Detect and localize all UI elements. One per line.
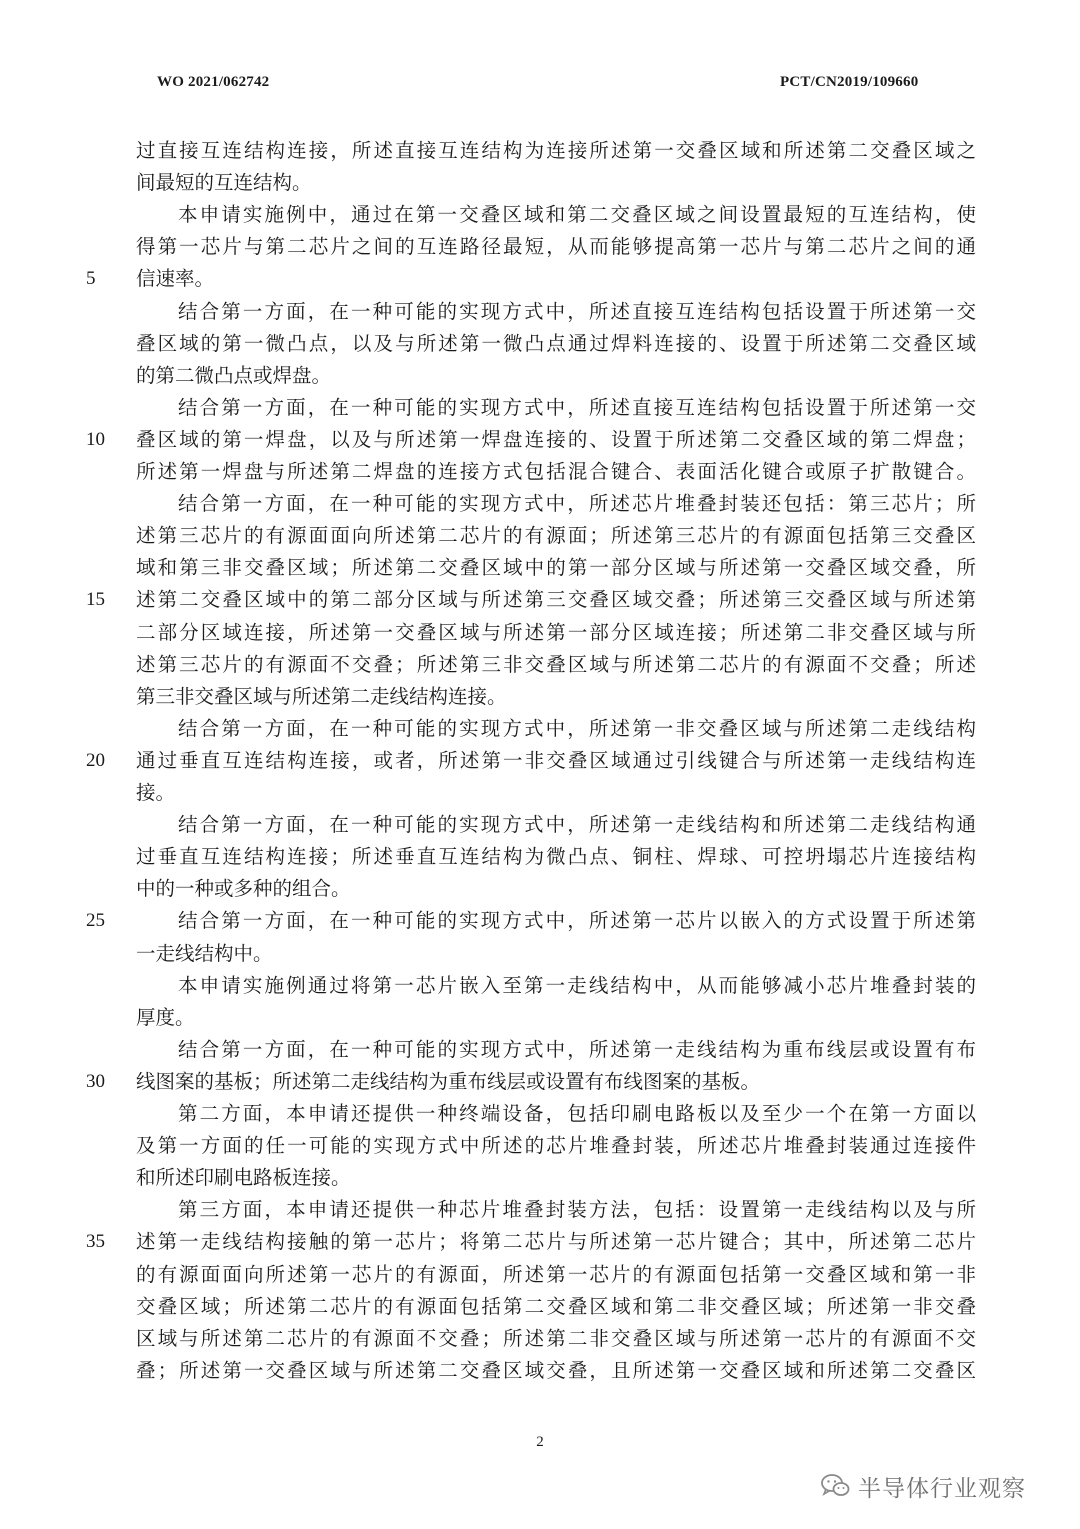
text-line: 的有源面面向所述第一芯片的有源面，所述第一芯片的有源面包括第一交叠区域和第一非 <box>136 1262 976 1286</box>
line-number: 30 <box>86 1070 105 1092</box>
text-line: 本申请实施例通过将第一芯片嵌入至第一走线结构中，从而能够减小芯片堆叠封装的 <box>178 973 976 997</box>
text-line: 交叠区域；所述第二芯片的有源面包括第二交叠区域和第二非交叠区域；所述第一非交叠 <box>136 1294 976 1318</box>
text-line: 过直接互连结构连接，所述直接互连结构为连接所述第一交叠区域和所述第二交叠区域之 <box>136 139 976 162</box>
text-line: 所述第一焊盘与所述第二焊盘的连接方式包括混合键合、表面活化键合或原子扩散键合。 <box>136 460 976 483</box>
text-line: 述第三芯片的有源面不交叠；所述第三非交叠区域与所述第二芯片的有源面不交叠；所述 <box>136 652 976 676</box>
text-line: 中的一种或多种的组合。 <box>136 877 351 901</box>
line-number: 10 <box>86 428 105 450</box>
text-line: 本申请实施例中，通过在第一交叠区域和第二交叠区域之间设置最短的互连结构，使 <box>178 203 976 227</box>
text-line: 间最短的互连结构。 <box>136 171 312 195</box>
text-line: 结合第一方面，在一种可能的实现方式中，所述直接互连结构包括设置于所述第一交 <box>178 395 976 419</box>
text-line: 述第一走线结构接触的第一芯片；将第二芯片与所述第一芯片键合；其中，所述第二芯片 <box>136 1230 976 1254</box>
text-line: 述第二交叠区域中的第二部分区域与所述第三交叠区域交叠；所述第三交叠区域与所述第 <box>136 588 976 612</box>
text-line: 结合第一方面，在一种可能的实现方式中，所述第一芯片以嵌入的方式设置于所述第 <box>178 909 976 933</box>
text-line: 第三方面，本申请还提供一种芯片堆叠封装方法，包括：设置第一走线结构以及与所 <box>178 1198 976 1222</box>
text-line: 叠；所述第一交叠区域与所述第二交叠区域交叠，且所述第一交叠区域和所述第二交叠区 <box>136 1358 976 1382</box>
line-number: 35 <box>86 1231 105 1253</box>
text-line: 域和第三非交叠区域；所述第二交叠区域中的第一部分区域与所述第一交叠区域交叠，所 <box>136 556 976 580</box>
line-number: 5 <box>86 268 96 290</box>
header-application-number: PCT/CN2019/109660 <box>780 74 919 90</box>
line-number: 25 <box>86 910 105 932</box>
text-line: 第二方面，本申请还提供一种终端设备，包括印刷电路板以及至少一个在第一方面以 <box>178 1102 976 1125</box>
header-publication-number: WO 2021/062742 <box>157 74 270 90</box>
text-line: 结合第一方面，在一种可能的实现方式中，所述第一走线结构为重布线层或设置有布 <box>178 1037 976 1061</box>
text-line: 过垂直互连结构连接；所述垂直互连结构为微凸点、铜柱、焊球、可控坍塌芯片连接结构 <box>136 845 976 869</box>
watermark <box>820 1466 1026 1506</box>
text-line: 一走线结构中。 <box>136 941 273 965</box>
text-line: 得第一芯片与第二芯片之间的互连路径最短，从而能够提高第一芯片与第二芯片之间的通 <box>136 235 976 259</box>
text-line: 线图案的基板；所述第二走线结构为重布线层或设置有布线图案的基板。 <box>136 1069 761 1093</box>
text-line: 接。 <box>136 781 176 804</box>
page-number: 2 <box>536 1434 544 1450</box>
text-line: 信速率。 <box>136 267 215 291</box>
text-line: 结合第一方面，在一种可能的实现方式中，所述直接互连结构包括设置于所述第一交 <box>178 299 976 323</box>
text-line: 结合第一方面，在一种可能的实现方式中，所述芯片堆叠封装还包括：第三芯片；所 <box>178 492 976 516</box>
text-line: 二部分区域连接，所述第一交叠区域与所述第一部分区域连接；所述第二非交叠区域与所 <box>136 620 976 644</box>
text-line: 结合第一方面，在一种可能的实现方式中，所述第一走线结构和所述第二走线结构通 <box>178 813 976 837</box>
line-number: 20 <box>86 749 105 771</box>
text-line: 结合第一方面，在一种可能的实现方式中，所述第一非交叠区域与所述第二走线结构 <box>178 716 976 740</box>
line-number: 15 <box>86 589 105 611</box>
text-line: 叠区域的第一焊盘，以及与所述第一焊盘连接的、设置于所述第二交叠区域的第二焊盘； <box>136 427 976 451</box>
text-line: 和所述印刷电路板连接。 <box>136 1166 351 1190</box>
text-line: 厚度。 <box>136 1005 195 1029</box>
text-line: 区域与所述第二芯片的有源面不交叠；所述第二非交叠区域与所述第一芯片的有源面不交 <box>136 1326 976 1350</box>
text-line: 通过垂直互连结构连接，或者，所述第一非交叠区域通过引线键合与所述第一走线结构连 <box>136 748 976 772</box>
text-line: 叠区域的第一微凸点，以及与所述第一微凸点通过焊料连接的、设置于所述第二交叠区域 <box>136 331 976 355</box>
text-line: 述第三芯片的有源面面向所述第二芯片的有源面；所述第三芯片的有源面包括第三交叠区 <box>136 524 976 548</box>
wechat-icon <box>820 1473 850 1499</box>
text-line: 的第二微凸点或焊盘。 <box>136 363 332 387</box>
text-line: 第三非交叠区域与所述第二走线结构连接。 <box>136 684 507 708</box>
watermark-text: 半导体行业观察 <box>858 1475 1026 1502</box>
text-line: 及第一方面的任一可能的实现方式中所述的芯片堆叠封装，所述芯片堆叠封装通过连接件 <box>136 1134 976 1158</box>
